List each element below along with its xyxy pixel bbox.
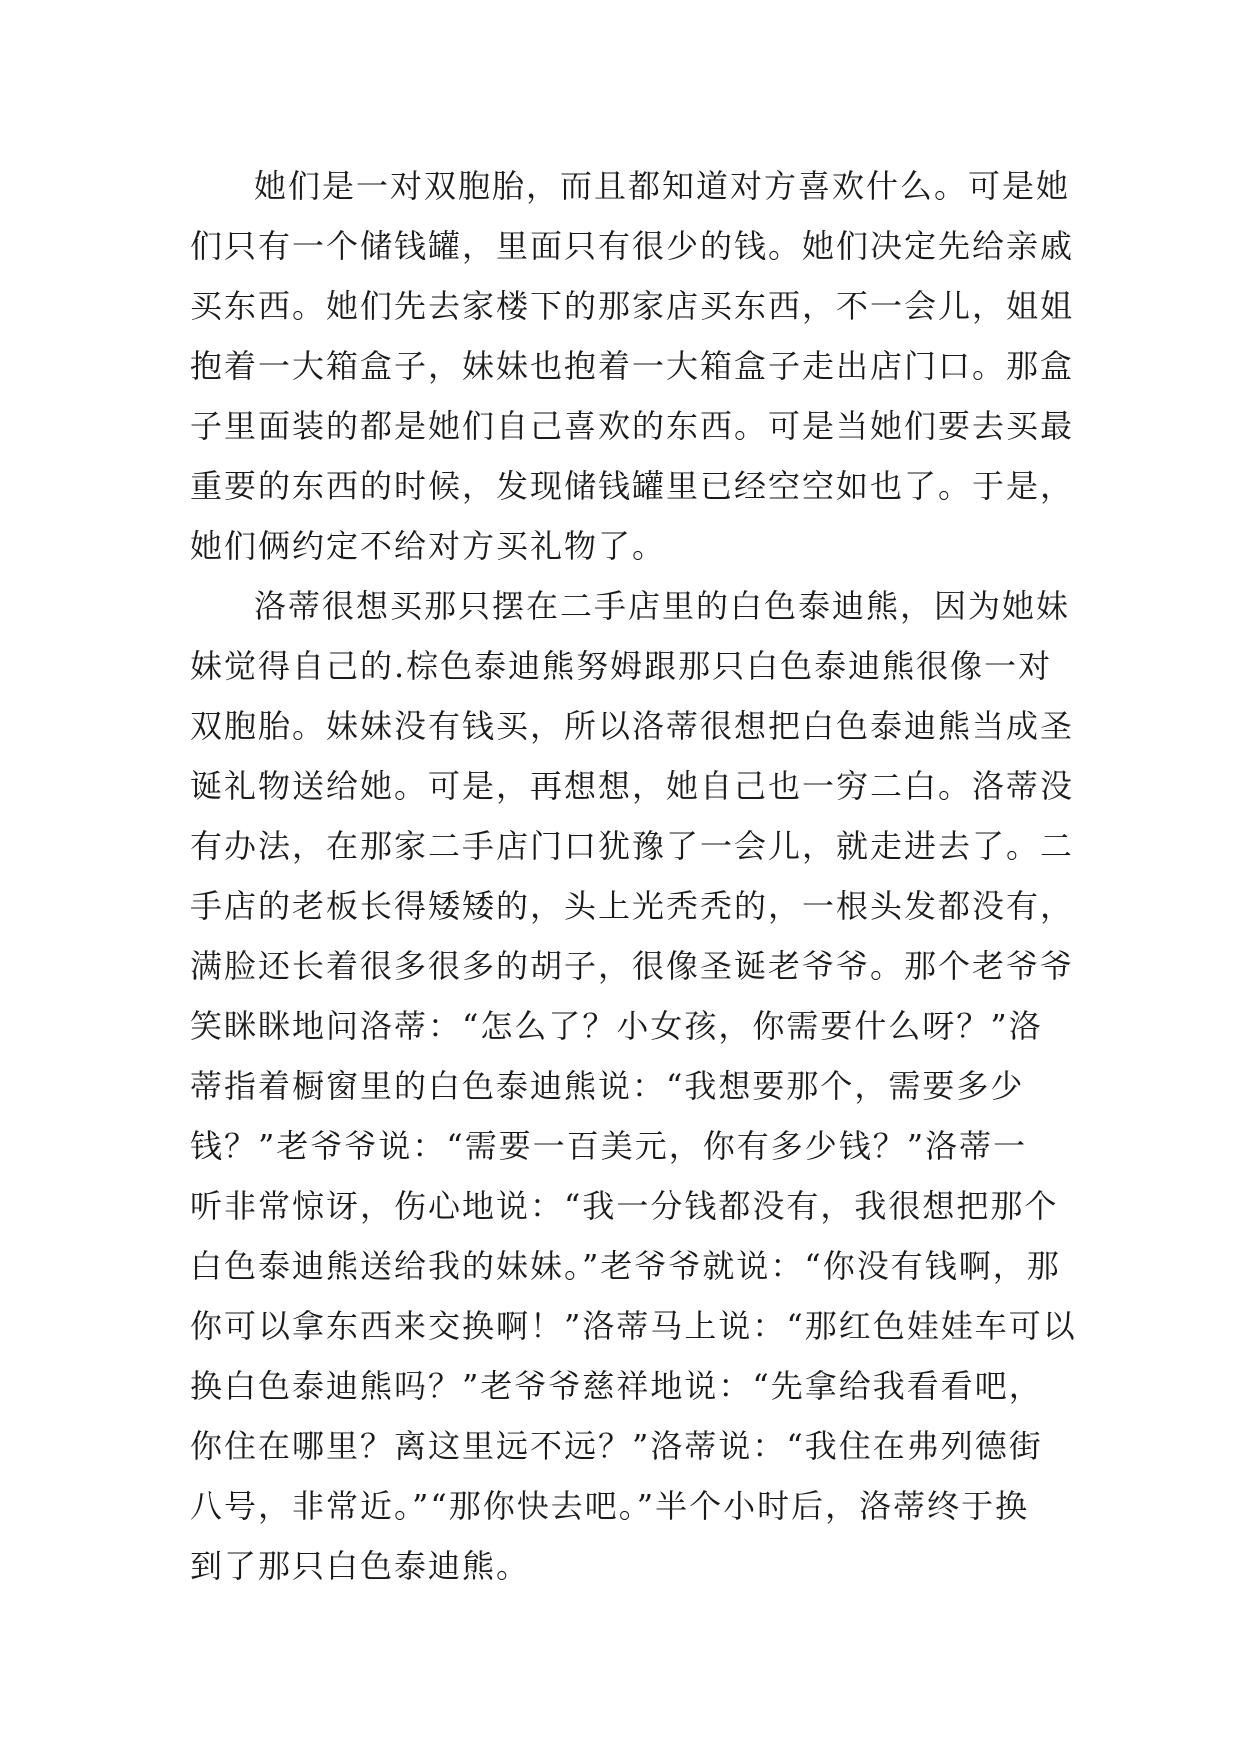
text-line: 她们是一对双胞胎，而且都知道对方喜欢什么。可是她 xyxy=(254,167,1071,205)
text-line: 手店的老板长得矮矮的，头上光秃秃的，一根头发都没有， xyxy=(190,887,1075,925)
text-line: 白色泰迪熊送给我的妹妹。”老爷爷就说：“你没有钱啊，那 xyxy=(190,1247,1061,1285)
text-line: 买东西。她们先去家楼下的那家店买东西，不一会儿，姐姐 xyxy=(190,287,1075,325)
text-line: 重要的东西的时候，发现储钱罐里已经空空如也了。于是， xyxy=(190,467,1075,505)
text-line: 笑眯眯地问洛蒂：“怎么了？小女孩，你需要什么呀？”洛 xyxy=(190,1007,1043,1045)
paragraph-2 xyxy=(190,576,1077,1596)
text-line: 听非常惊讶，伤心地说：“我一分钱都没有，我很想把那个 xyxy=(190,1187,1059,1225)
text-line: 抱着一大箱盒子，妹妹也抱着一大箱盒子走出店门口。那盒 xyxy=(190,347,1075,385)
text-line: 满脸还长着很多很多的胡子，很像圣诞老爷爷。那个老爷爷 xyxy=(190,947,1075,985)
text-line: 妹觉得自己的.棕色泰迪熊努姆跟那只白色泰迪熊很像一对 xyxy=(190,647,1053,685)
text-line: 子里面装的都是她们自己喜欢的东西。可是当她们要去买最 xyxy=(190,407,1075,445)
text-line: 你可以拿东西来交换啊！”洛蒂马上说：“那红色娃娃车可以 xyxy=(190,1307,1077,1345)
text-line: 有办法，在那家二手店门口犹豫了一会儿，就走进去了。二 xyxy=(190,827,1075,865)
text-line: 八号，非常近。”“那你快去吧。”半个小时后，洛蒂终于换 xyxy=(190,1487,1030,1525)
text-line: 双胞胎。妹妹没有钱买，所以洛蒂很想把白色泰迪熊当成圣 xyxy=(190,707,1075,745)
text-line: 们只有一个储钱罐，里面只有很少的钱。她们决定先给亲戚 xyxy=(190,227,1075,265)
text-line: 到了那只白色泰迪熊。 xyxy=(190,1547,531,1585)
text-line: 你住在哪里？离这里远不远？”洛蒂说：“我住在弗列德街 xyxy=(190,1427,1043,1465)
text-line: 诞礼物送给她。可是，再想想，她自己也一穷二白。洛蒂没 xyxy=(190,767,1075,805)
paragraph-1 xyxy=(190,156,1075,576)
text-line: 蒂指着橱窗里的白色泰迪熊说：“我想要那个，需要多少 xyxy=(190,1067,1025,1105)
text-line: 洛蒂很想买那只摆在二手店里的白色泰迪熊，因为她妹 xyxy=(254,587,1071,625)
text-line: 她们俩约定不给对方买礼物了。 xyxy=(190,527,667,565)
text-line: 钱？”老爷爷说：“需要一百美元，你有多少钱？”洛蒂一 xyxy=(190,1127,1028,1165)
text-line: 换白色泰迪熊吗？”老爷爷慈祥地说：“先拿给我看看吧， xyxy=(190,1367,1043,1405)
body-text xyxy=(190,156,1077,1596)
